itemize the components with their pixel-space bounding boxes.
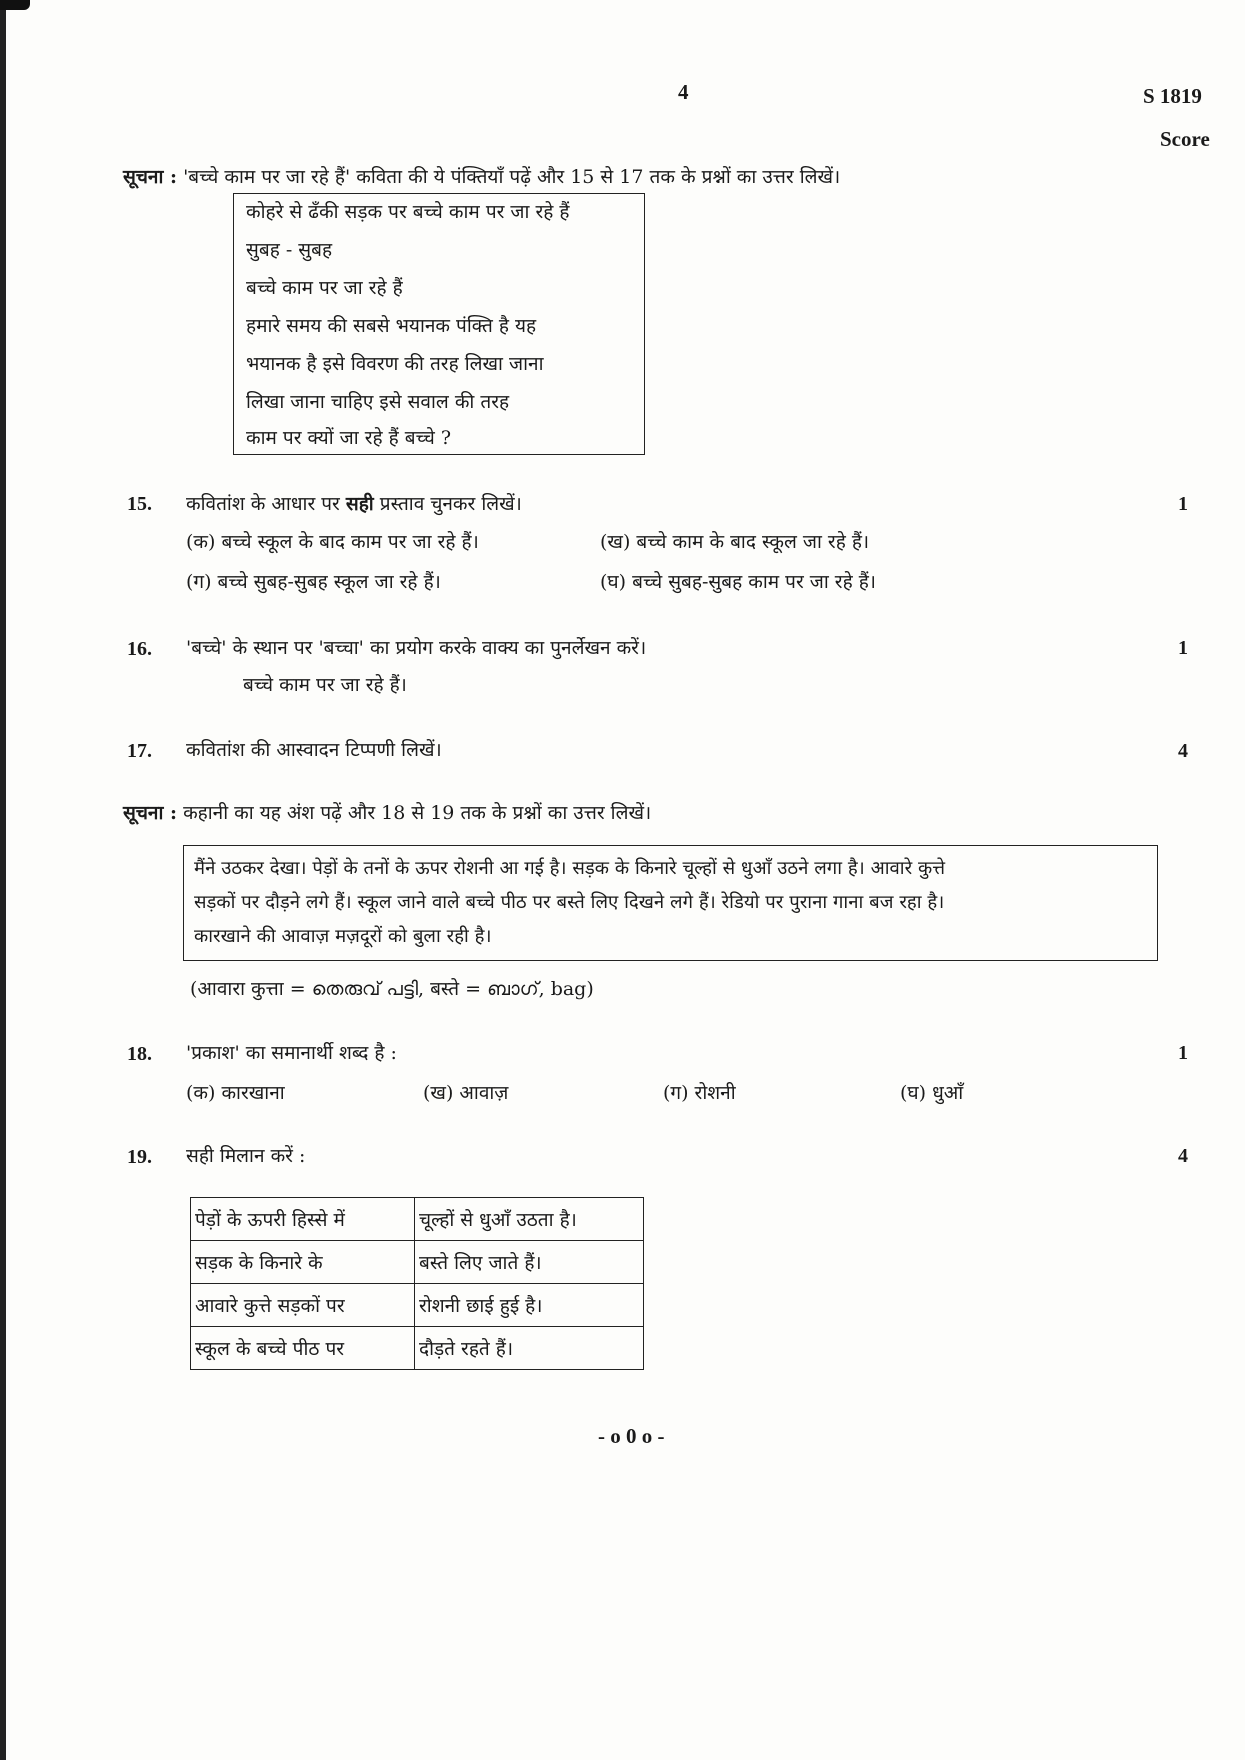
q18-text: 'प्रकाश' का समानार्थी शब्द है :	[186, 1042, 397, 1064]
passage-box	[183, 845, 1158, 961]
q18-option-a: (क) कारखाना	[186, 1082, 285, 1104]
q18-score: 1	[1178, 1042, 1188, 1064]
scan-edge	[0, 0, 6, 1760]
q15-option-b: (ख) बच्चे काम के बाद स्कूल जा रहे हैं।	[600, 531, 870, 553]
table-row	[191, 1327, 644, 1370]
q19-score: 4	[1178, 1145, 1188, 1167]
poem-line: लिखा जाना चाहिए इसे सवाल की तरह	[246, 391, 510, 413]
q18-option-b: (ख) आवाज़	[423, 1082, 509, 1104]
q17-number: 17.	[127, 740, 152, 762]
q15-option-c: (ग) बच्चे सुबह-सुबह स्कूल जा रहे हैं।	[186, 571, 441, 593]
table-row	[191, 1198, 644, 1241]
q19-text: सही मिलान करें :	[186, 1145, 306, 1167]
q17-text: कवितांश की आस्वादन टिप्पणी लिखें।	[186, 739, 442, 761]
page-number: 4	[678, 80, 689, 104]
table-cell-left: आवारे कुत्ते सड़कों पर	[191, 1284, 415, 1327]
q15-option-a: (क) बच्चे स्कूल के बाद काम पर जा रहे हैं।	[186, 531, 479, 553]
q16-text: 'बच्चे' के स्थान पर 'बच्चा' का प्रयोग करके वाक्य का पुनर्लेखन करें।	[186, 637, 647, 659]
poem-line: हमारे समय की सबसे भयानक पंक्ति है यह	[246, 315, 537, 337]
poem-line: काम पर क्यों जा रहे हैं बच्चे ?	[246, 427, 452, 449]
table-row	[191, 1241, 644, 1284]
q16-number: 16.	[127, 638, 152, 660]
q16-score: 1	[1178, 637, 1188, 659]
poem-line: भयानक है इसे विवरण की तरह लिखा जाना	[246, 353, 544, 375]
q15-option-d: (घ) बच्चे सुबह-सुबह काम पर जा रहे हैं।	[600, 571, 876, 593]
table-cell-right: बस्ते लिए जाते हैं।	[415, 1241, 644, 1284]
q15-text-bold: सही	[345, 493, 374, 515]
matching-table	[190, 1197, 644, 1370]
poem-box	[233, 193, 645, 455]
passage-line: कारखाने की आवाज़ मज़दूरों को बुला रही है।	[194, 926, 492, 947]
q16-sentence: बच्चे काम पर जा रहे हैं।	[243, 674, 407, 696]
exam-code: S 1819	[1143, 84, 1202, 108]
poem-line: बच्चे काम पर जा रहे हैं	[246, 277, 403, 299]
table-cell-left: स्कूल के बच्चे पीठ पर	[191, 1327, 415, 1370]
q18-option-c: (ग) रोशनी	[663, 1082, 736, 1104]
instruction-1	[123, 163, 840, 189]
q18-number: 18.	[127, 1043, 152, 1065]
table-cell-right: चूल्हों से धुआँ उठता है।	[415, 1198, 644, 1241]
q18-option-d: (घ) धुआँ	[900, 1082, 964, 1104]
passage-line: मैंने उठकर देखा। पेड़ों के तनों के ऊपर रोशनी आ गई है। सड़क के किनारे चूल्हों से धुआँ उठने लगा है। आवारे कुत्ते	[194, 858, 946, 879]
score-label: Score	[1160, 127, 1210, 151]
q17-score: 4	[1178, 740, 1188, 762]
table-row	[191, 1284, 644, 1327]
q15-text-after: प्रस्ताव चुनकर लिखें।	[373, 493, 522, 515]
instruction-2-label: सूचना :	[123, 802, 178, 824]
end-mark: - o 0 o -	[598, 1424, 665, 1448]
scan-corner	[0, 0, 30, 10]
q19-number: 19.	[127, 1146, 152, 1168]
table-cell-left: पेड़ों के ऊपरी हिस्से में	[191, 1198, 415, 1241]
instruction-1-text: 'बच्चे काम पर जा रहे हैं' कविता की ये पंक्तियाँ पढ़ें और 15 से 17 तक के प्रश्नों का उत्तर लिखें।	[183, 166, 841, 188]
poem-line: सुबह - सुबह	[246, 239, 333, 261]
table-cell-right: रोशनी छाई हुई है।	[415, 1284, 644, 1327]
table-cell-left: सड़क के किनारे के	[191, 1241, 415, 1284]
q15-number: 15.	[127, 493, 152, 515]
instruction-1-label: सूचना :	[123, 166, 178, 188]
q15-text	[186, 490, 522, 516]
glossary: (आवारा कुत्ता = തെരുവ് പട്ടി, बस्ते = ബാഗ്, bag)	[190, 978, 594, 1000]
q15-text-before: कवितांश के आधार पर	[186, 493, 346, 515]
instruction-2-text: कहानी का यह अंश पढ़ें और 18 से 19 तक के प्रश्नों का उत्तर लिखें।	[183, 802, 652, 824]
instruction-2	[123, 799, 651, 825]
q15-score: 1	[1178, 493, 1188, 515]
passage-line: सड़कों पर दौड़ने लगे हैं। स्कूल जाने वाले बच्चे पीठ पर बस्ते लिए दिखने लगे हैं। रेडियो पर पुराना गाना बज रहा है।	[194, 892, 945, 913]
table-cell-right: दौड़ते रहते हैं।	[415, 1327, 644, 1370]
poem-line: कोहरे से ढँकी सड़क पर बच्चे काम पर जा रहे हैं	[246, 201, 570, 223]
